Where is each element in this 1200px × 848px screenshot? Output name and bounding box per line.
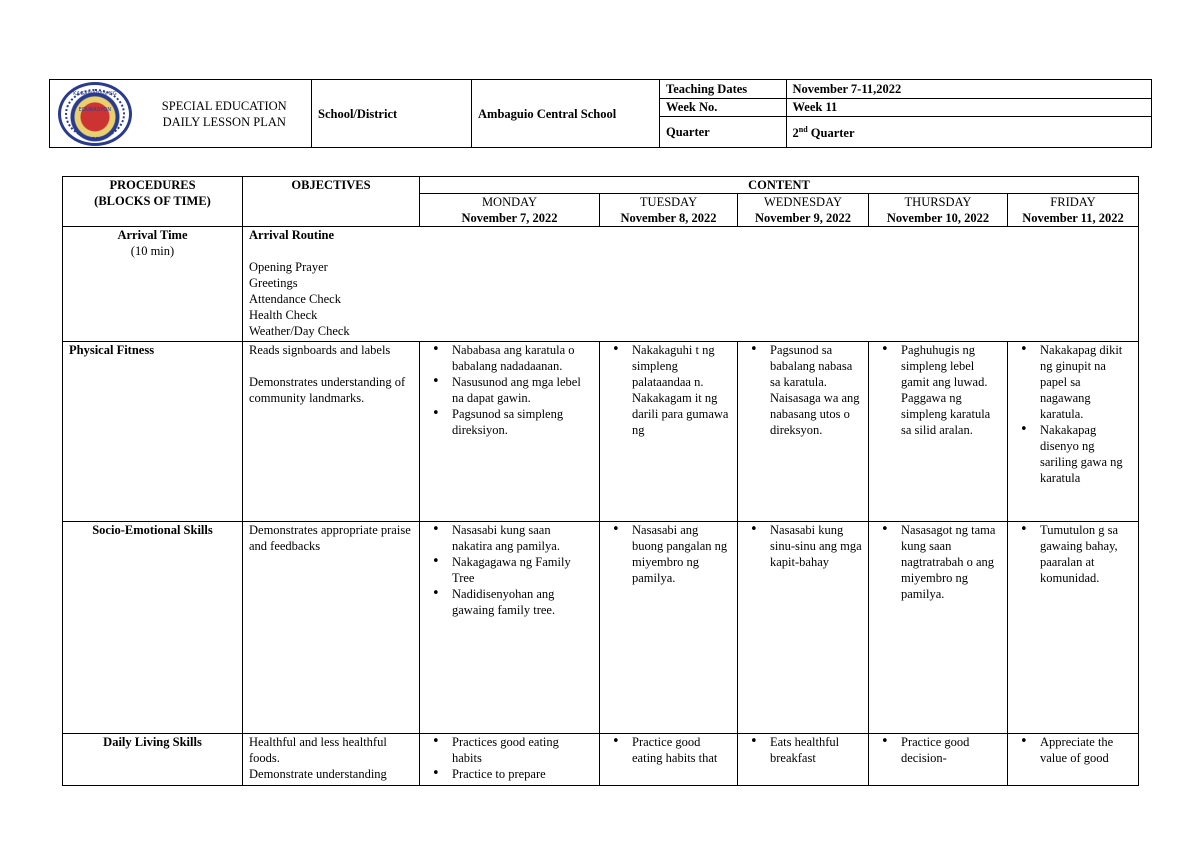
list-item: • Pagsunod sa simpleng direksiyon. [426,406,591,438]
content-header: CONTENT [420,177,1139,194]
list-item: • Practice good eating habits that [606,734,731,766]
list-item: • Nasasabi kung sinu-sinu ang mga kapit-bahay [744,522,862,570]
seal-cell [50,80,138,148]
dates-table [660,80,1151,147]
day-header-friday: FRIDAY November 11, 2022 [1008,194,1139,227]
list-item: • Practices good eating habits [426,734,591,766]
list-item: • Nasusunod ang mga lebel na dapat gawin. [426,374,591,406]
daily-objectives: Healthful and less healthful foods. Demonstrate understanding [243,734,420,786]
day-header-thursday: THURSDAY November 10, 2022 [869,194,1008,227]
deped-seal-logo: KAGAWARAN NG EDUKASYON [58,82,132,146]
header-table [49,79,1152,148]
table-row-physical [63,342,1139,522]
socio-procedure: Socio-Emotional Skills [63,522,243,734]
day-header-monday: MONDAY November 7, 2022 [420,194,600,227]
physical-thursday [869,342,1008,522]
socio-friday [1008,522,1139,734]
table-row-arrival [63,227,1139,342]
physical-objectives: Reads signboards and labels Demonstrates understanding of community landmarks. [243,342,420,522]
daily-tuesday [600,734,738,786]
quarter-value: 2nd Quarter [786,116,1151,147]
daily-friday [1008,734,1139,786]
week-value: Week 11 [786,98,1151,116]
physical-friday [1008,342,1139,522]
list-item: Naisasaga wa ang nabasang utos o direksyon. [770,391,860,437]
physical-wednesday [738,342,869,522]
list-item: Paggawa ng simpleng karatula sa silid aralan. [901,391,991,437]
table-row-socio [63,522,1139,734]
day-header-tuesday: TUESDAY November 8, 2022 [600,194,738,227]
socio-tuesday [600,522,738,734]
physical-monday [420,342,600,522]
list-item: • Nakakapag dikit ng ginupit na papel sa nagawang karatula. [1014,342,1132,422]
list-item: Greetings [249,276,298,290]
daily-procedure: Daily Living Skills [63,734,243,786]
list-item: • Nakakapag disenyo ng sariling gawa ng karatula [1014,422,1132,486]
daily-monday [420,734,600,786]
daily-thursday [869,734,1008,786]
quarter-label: Quarter [660,116,786,147]
dates-block [660,80,1152,148]
arrival-routine: Arrival Routine Opening Prayer Greetings Attendance Check Health Check Weather/Day Check [243,227,1139,342]
list-item: Nakakagam it ng darili para gumawa ng [632,391,729,437]
physical-procedure: Physical Fitness [63,342,243,522]
list-item: Health Check [249,308,318,322]
day-header-wednesday: WEDNESDAY November 9, 2022 [738,194,869,227]
week-label: Week No. [660,98,786,116]
socio-objective: Demonstrates appropriate praise and feedbacks [243,522,420,734]
socio-wednesday [738,522,869,734]
objectives-header: OBJECTIVES [243,177,420,227]
list-item: Attendance Check [249,292,341,306]
table-row-daily [63,734,1139,786]
socio-thursday [869,522,1008,734]
list-item: • Paghuhugis ng simpleng lebel gamit ang luwad. [875,342,1001,390]
socio-monday [420,522,600,734]
list-item: • Nasasabi kung saan nakatira ang pamilya. [426,522,591,554]
list-item: • Nababasa ang karatula o babalang nadadaanan. [426,342,591,374]
school-label: School/District [312,80,472,148]
list-item: • Nakakaguhi t ng simpleng palataandaa n. [606,342,731,390]
list-item: Opening Prayer [249,260,328,274]
procedures-header: PROCEDURES (BLOCKS OF TIME) [63,177,243,227]
school-value: Ambaguio Central School [472,80,660,148]
arrival-procedure: Arrival Time (10 min) [63,227,243,342]
list-item: • Appreciate the value of good [1014,734,1132,766]
physical-tuesday [600,342,738,522]
list-item: Weather/Day Check [249,324,350,338]
teaching-dates-label: Teaching Dates [660,80,786,98]
list-item: • Eats healthful breakfast [744,734,862,766]
list-item: • Practice good decision- [875,734,1001,766]
list-item: • Pagsunod sa babalang nabasa sa karatula. [744,342,862,390]
list-item: • Practice to prepare [426,766,591,782]
teaching-dates-value: November 7-11,2022 [786,80,1151,98]
list-item: • Nasasabi ang buong pangalan ng miyembro ng pamilya. [606,522,731,586]
list-item: • Nakagagawa ng Family Tree [426,554,591,586]
list-item: • Nadidisenyohan ang gawaing family tree. [426,586,591,618]
plan-title: SPECIAL EDUCATION DAILY LESSON PLAN [138,80,312,148]
list-item: • Nasasagot ng tama kung saan nagtratrabah o ang miyembro ng pamilya. [875,522,1001,602]
daily-wednesday [738,734,869,786]
lesson-plan-table [62,176,1139,786]
list-item: • Tumutulon g sa gawaing bahay, paaralan at komunidad. [1014,522,1132,586]
